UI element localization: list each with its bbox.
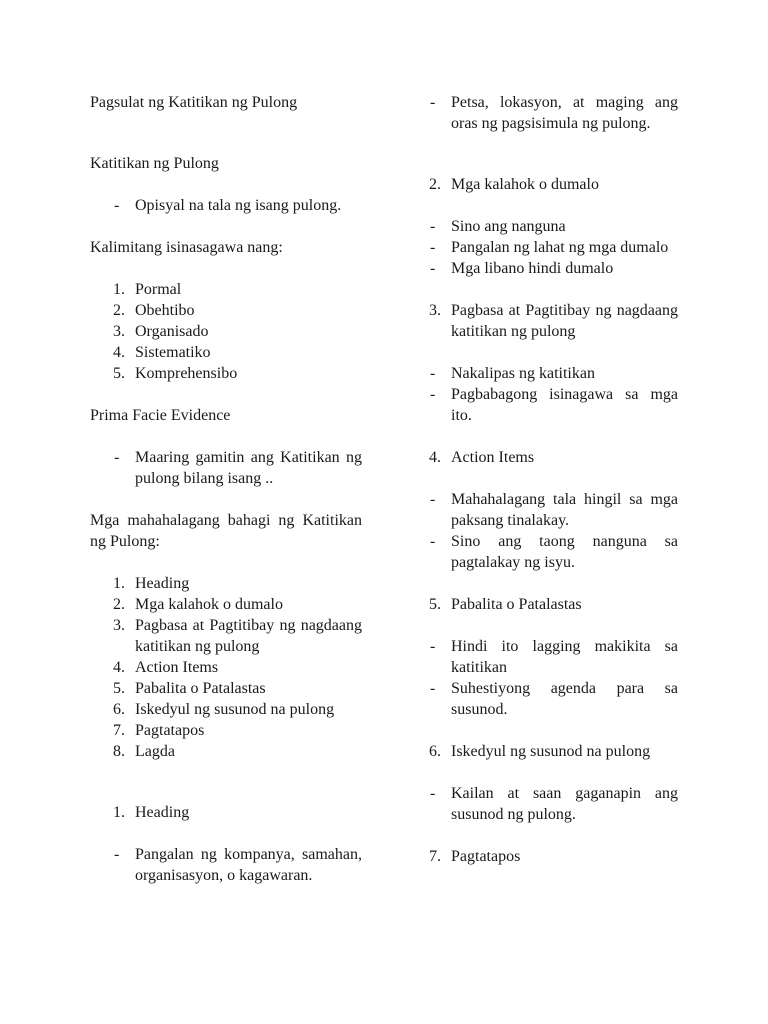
section-heading-action-items — [406, 447, 678, 468]
dash-bullet: - — [430, 680, 436, 697]
section-heading-bahagi: Mga mahahalagang bahagi ng Katitikan ng Pulong: — [90, 512, 362, 550]
section-heading-prima-facie: Prima Facie Evidence — [90, 407, 231, 424]
section-heading-heading — [90, 802, 362, 823]
right-column — [406, 92, 678, 867]
list-item-text: Pormal — [135, 281, 182, 298]
document-title: Pagsulat ng Katitikan ng Pulong — [90, 94, 298, 111]
list-item-text: Suhestiyong agenda para sa susunod. — [451, 680, 678, 718]
section-heading-iskedyul — [406, 741, 678, 762]
section-title: Pagbasa at Pagtitibay ng nagdaang katitikan ng pulong — [451, 302, 678, 340]
list-number: 4. — [429, 449, 441, 466]
parts-list — [90, 573, 362, 762]
dash-bullet: - — [430, 94, 436, 111]
list-number: 1. — [113, 281, 125, 298]
dash-bullet: - — [430, 533, 436, 550]
list-item — [90, 300, 362, 321]
section-heading-pagtatapos — [406, 846, 678, 867]
list-item — [90, 594, 362, 615]
list-item — [406, 531, 678, 573]
dash-bullet: - — [430, 785, 436, 802]
list-item — [90, 657, 362, 678]
section-title: Pagtatapos — [451, 848, 521, 865]
list-item-text: Komprehensibo — [135, 365, 238, 382]
list-item — [406, 237, 678, 258]
list-item — [406, 258, 678, 279]
list-item-text: Lagda — [135, 743, 175, 760]
list-item-text: Iskedyul ng susunod na pulong — [135, 701, 335, 718]
list-item — [90, 741, 362, 762]
list-item — [90, 678, 362, 699]
section-title: Action Items — [451, 449, 535, 466]
list-item — [406, 92, 678, 134]
list-item — [90, 720, 362, 741]
list-item — [406, 216, 678, 237]
list-number: 5. — [113, 365, 125, 382]
list-number: 5. — [113, 680, 125, 697]
list-number: 2. — [429, 176, 441, 193]
list-item — [406, 783, 678, 825]
list-number: 4. — [113, 344, 125, 361]
list-item-text: Sistematiko — [135, 344, 211, 361]
list-item — [90, 844, 362, 886]
list-number: 6. — [113, 701, 125, 718]
list-item-text: Pabalita o Patalastas — [135, 680, 266, 697]
dash-bullet: - — [114, 846, 120, 863]
list-number: 7. — [429, 848, 441, 865]
list-number: 2. — [113, 596, 125, 613]
list-item-text: Opisyal na tala ng isang pulong. — [135, 197, 342, 214]
list-item-text: Pangalan ng kompanya, samahan, organisasyon, o kagawaran. — [135, 846, 362, 884]
list-item-text: Maaring gamitin ang Katitikan ng pulong bilang isang .. — [135, 449, 362, 487]
left-column — [90, 92, 362, 886]
list-item — [406, 384, 678, 426]
list-item-text: Sino ang taong nanguna sa pagtalakay ng isyu. — [451, 533, 678, 571]
dash-bullet: - — [430, 260, 436, 277]
dash-bullet: - — [430, 638, 436, 655]
list-item — [406, 363, 678, 384]
list-item-text: Mahahalagang tala hingil sa mga paksang tinalakay. — [451, 491, 678, 529]
list-number: 6. — [429, 743, 441, 760]
list-item-text: Heading — [135, 575, 190, 592]
dash-bullet: - — [430, 218, 436, 235]
section-heading-kalahok — [406, 174, 678, 195]
list-item — [90, 342, 362, 363]
list-number: 3. — [429, 302, 441, 319]
dash-bullet: - — [114, 197, 120, 214]
list-item — [90, 279, 362, 300]
list-item — [90, 447, 362, 489]
section-heading-katitikan: Katitikan ng Pulong — [90, 155, 219, 172]
list-number: 8. — [113, 743, 125, 760]
list-item — [90, 699, 362, 720]
section-title: Heading — [135, 804, 190, 821]
list-item — [90, 363, 362, 384]
list-number: 4. — [113, 659, 125, 676]
list-item — [90, 615, 362, 657]
list-item-text: Mga kalahok o dumalo — [135, 596, 283, 613]
list-item-text: Obehtibo — [135, 302, 195, 319]
qualities-list — [90, 279, 362, 384]
list-item-text: Pagbabagong isinagawa sa mga ito. — [451, 386, 678, 424]
dash-bullet: - — [430, 239, 436, 256]
list-item-text: Kailan at saan gaganapin ang susunod ng pulong. — [451, 785, 678, 823]
list-item-text: Petsa, lokasyon, at maging ang oras ng pagsisimula ng pulong. — [451, 94, 678, 132]
list-item-text: Action Items — [135, 659, 219, 676]
list-item-text: Mga libano hindi dumalo — [451, 260, 614, 277]
list-number: 1. — [113, 575, 125, 592]
list-number: 5. — [429, 596, 441, 613]
list-number: 3. — [113, 323, 125, 340]
list-item — [406, 636, 678, 678]
list-item — [406, 678, 678, 720]
section-heading-kalimitan: Kalimitang isinasagawa nang: — [90, 239, 283, 256]
section-title: Pabalita o Patalastas — [451, 596, 582, 613]
list-item-text: Nakalipas ng katitikan — [451, 365, 595, 382]
dash-bullet: - — [430, 491, 436, 508]
list-item-text: Pagtatapos — [135, 722, 205, 739]
section-heading-pabalita — [406, 594, 678, 615]
list-item-text: Sino ang nanguna — [451, 218, 566, 235]
list-item — [90, 573, 362, 594]
dash-bullet: - — [430, 386, 436, 403]
section-heading-pagbasa — [406, 300, 678, 342]
list-number: 1. — [113, 804, 125, 821]
list-item-text: Pangalan ng lahat ng mga dumalo — [451, 239, 669, 256]
list-item — [406, 489, 678, 531]
list-number: 7. — [113, 722, 125, 739]
list-item-text: Organisado — [135, 323, 209, 340]
list-item-text: Pagbasa at Pagtitibay ng nagdaang katitikan ng pulong — [135, 617, 362, 655]
list-item — [90, 195, 362, 216]
section-title: Iskedyul ng susunod na pulong — [451, 743, 651, 760]
list-number: 3. — [113, 617, 125, 634]
dash-bullet: - — [114, 449, 120, 466]
section-title: Mga kalahok o dumalo — [451, 176, 599, 193]
dash-bullet: - — [430, 365, 436, 382]
list-item-text: Hindi ito lagging makikita sa katitikan — [451, 638, 678, 676]
list-item — [90, 321, 362, 342]
list-number: 2. — [113, 302, 125, 319]
